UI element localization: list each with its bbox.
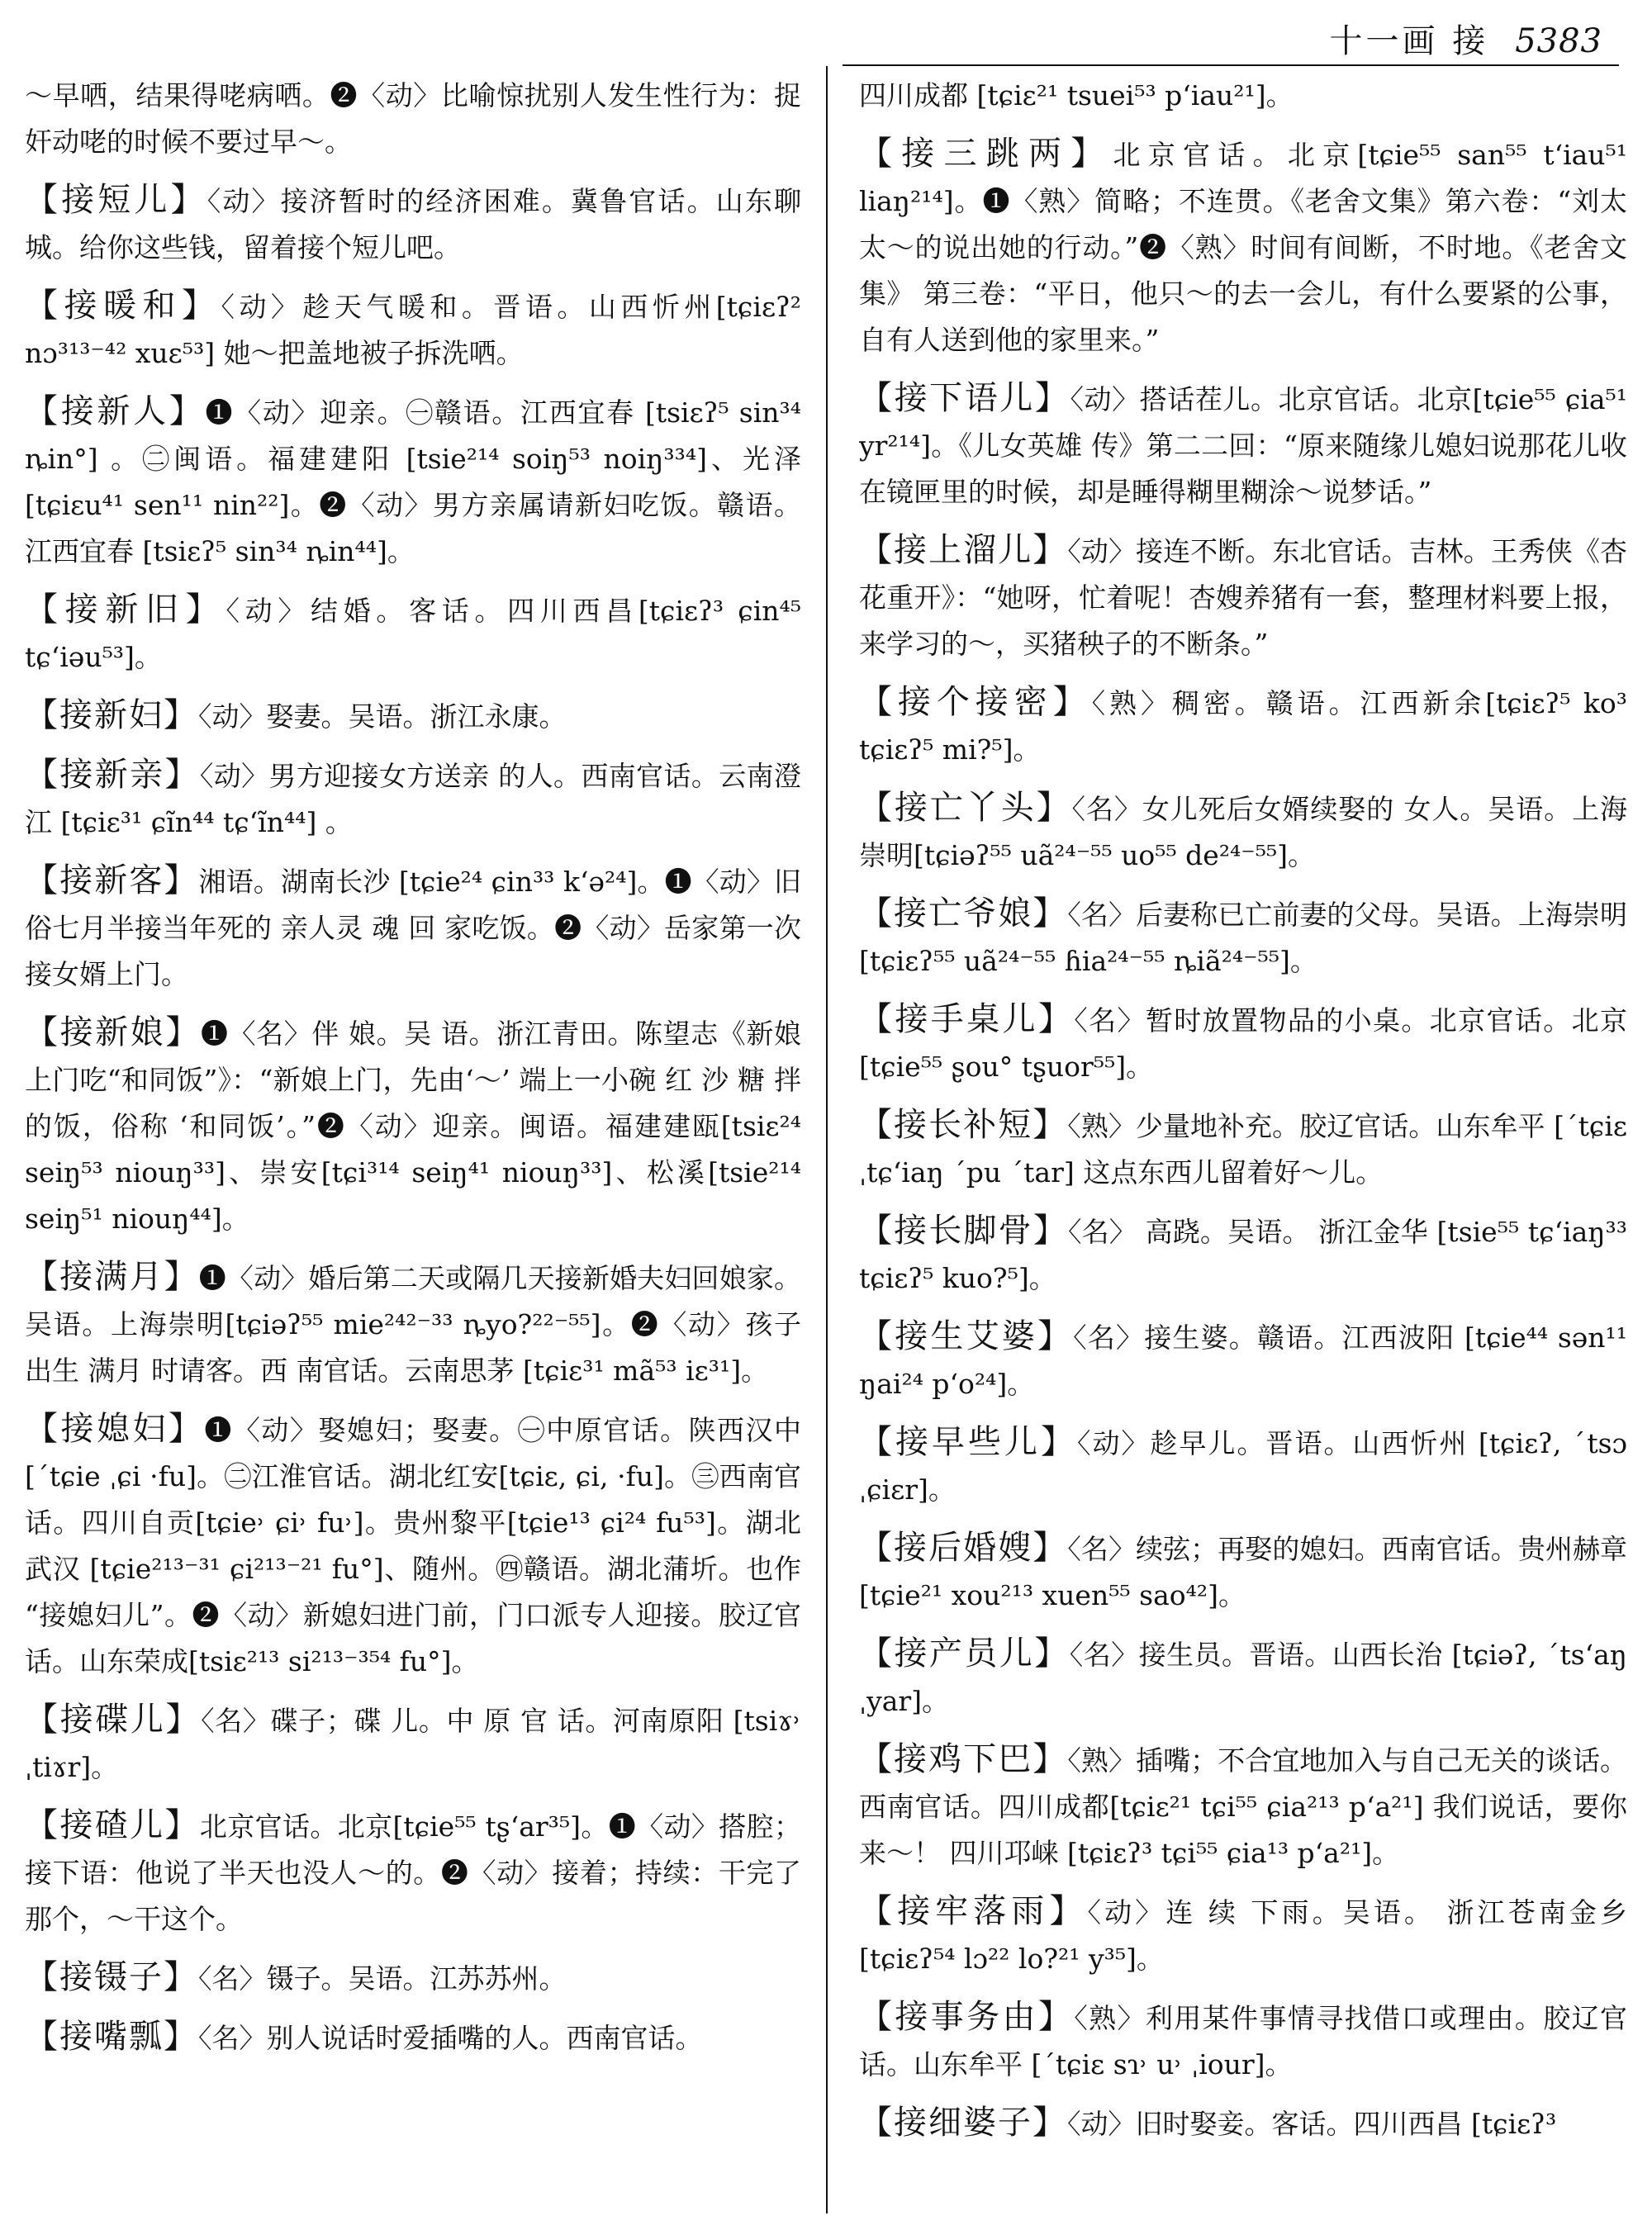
entry-definition: 〈动〉接连不断。东北官话。吉林。王秀侠《杏花重开》：“她呀，忙着呢！杏嫂养猪有一套，整理材料要上报，来学习的～，买猪秧子的不断条。” [859,535,1627,660]
entry-definition: ❶〈动〉娶媳妇；娶妻。㊀中原官话。陕西汉中[ˊtɕie ˌɕi ·fu]。㊁江淮官话。湖北红安[tɕiɛ, ɕi, ·fu]。㊂西南官话。四川自贡[tɕie˒ ɕi˒ fu˒]。贵州黎平[tɕie¹³ ɕi²⁴ fu⁵³]。湖北武汉 [tɕie²¹³⁻³¹ ɕi²¹³⁻²¹ fu°]、随州。㊃赣语。湖北蒲圻。也作 “接媳妇儿”。❷〈动〉新媳妇进门前，门口派专人迎接。胶辽官话。山东荣成[tsiɛ²¹³ si²¹³⁻³⁵⁴ fu°]。 [25,1414,801,1677]
entry-headword: 【接嘴瓢】 [25,2018,198,2056]
page-number: 5383 [1515,22,1602,60]
dictionary-entry [859,679,1627,773]
entry-definition: 〈动〉结婚。客话。四川西昌[tɕiɛʔ³ ɕin⁴⁵ tɕʻiəu⁵³]。 [25,595,801,673]
entry-definition: 〈动〉连 续 下雨。吴语。 浙江苍南金乡 [tɕiɛʔ⁵⁴ lɔ²² lo?²¹ y³⁵]。 [859,1896,1627,1975]
entry-definition: 〈动〉趁早儿。晋语。山西忻州 [tɕiɛʔ, ˊtsɔ ˌɕiɛr]。 [859,1427,1627,1506]
dictionary-entry [859,130,1627,363]
entry-definition: 〈熟〉稠密。赣语。江西新余[tɕiɛʔ⁵ ko³ tɕiɛʔ⁵ mi?⁵]。 [859,687,1627,766]
dictionary-entry [859,785,1627,879]
dictionary-entry [25,388,801,575]
dictionary-entry [25,1802,801,1943]
entry-definition: 北京官话。北京[tɕie⁵⁵ san⁵⁵ tʻiau⁵¹ liaŋ²¹⁴]。❶〈熟〉简略；不连贯。《老舍文集》第六卷：“刘太太～的说出她的行动。”❷〈熟〉时间有间断，不时地。《老舍文集》 第三卷：“平日，他只～的去一会儿，有什么要紧的公事，自有人送到他的家里来。” [859,139,1627,356]
entry-headword: 【接个接密】 [859,683,1092,721]
dictionary-entry [859,375,1627,515]
entry-definition: 〈名〉碟子；碟 儿。中 原 官 话。河南原阳 [tsiɤ˒ ˌtiɤr]。 [25,1705,801,1783]
header-rule [843,64,1619,66]
entry-definition: 〈名〉后妻称已亡前妻的父母。吴语。上海崇明[tɕiɛʔ⁵⁵ uã²⁴⁻⁵⁵ ɦia²⁴⁻⁵⁵ ȵiã²⁴⁻⁵⁵]。 [859,899,1627,977]
entry-headword: 【接产员儿】 [859,1635,1070,1672]
header-title: 十一画 接 [1329,22,1489,60]
entry-headword: 【接镊子】 [25,1958,198,1996]
entry-definition: ❶〈动〉迎亲。㊀赣语。江西宜春 [tsiɛʔ⁵ sin³⁴ ȵin°] 。㊁闽语。福建建阳 [tsie²¹⁴ soiŋ⁵³ noiŋ³³⁴]、光泽[tɕiɛu⁴¹ sen¹¹ nin²²]。❷〈动〉男方亲属请新妇吃饭。赣语。江西宜春 [tsiɛʔ⁵ sin³⁴ ȵin⁴⁴]。 [25,396,801,567]
dictionary-entry [25,1954,801,2002]
entry-definition: 〈名〉接生员。晋语。山西长治 [tɕiəʔ, ˊtsʻaŋ ˌyar]。 [859,1639,1627,1717]
dictionary-entry [859,1630,1627,1725]
entry-headword: 【接鸡下巴】 [859,1740,1068,1778]
right-column [859,73,1627,2213]
entry-headword: 【接长脚骨】 [859,1212,1068,1250]
entry-definition: 〈名〉镊子。吴语。江苏苏州。 [198,1962,567,1995]
entry-definition: 四川成都 [tɕiɛ²¹ tsuei⁵³ pʻiau²¹]。 [859,79,1294,112]
dictionary-entry [25,177,801,271]
entry-definition: 〈动〉接济暂时的经济困难。冀鲁官话。山东聊城。给你这些钱，留着接个短儿吧。 [25,185,801,263]
dictionary-entry [859,1888,1627,1982]
dictionary-entry [859,890,1627,985]
entry-headword: 【接新妇】 [25,696,198,734]
entry-headword: 【接亡丫头】 [859,789,1072,827]
entry-headword: 【接牢落雨】 [859,1892,1088,1930]
entry-headword: 【接下语儿】 [859,379,1070,417]
entry-headword: 【接后婚嫂】 [859,1529,1068,1567]
entry-definition: 湘语。湖南长沙 [tɕie²⁴ ɕin³³ kʻə²⁴]。❶〈动〉旧俗七月半接当年死的 亲人灵 魂 回 家吃饭。❷〈动〉岳家第一次接女婿上门。 [25,866,801,990]
dictionary-entry [25,1254,801,1394]
dictionary-entry [25,1009,801,1242]
dictionary-entry [25,2014,801,2062]
entry-headword: 【接新娘】 [25,1013,201,1051]
entry-headword: 【接生艾婆】 [859,1317,1074,1355]
entry-headword: 【接新人】 [25,392,206,430]
entry-headword: 【接早些儿】 [859,1423,1077,1461]
entry-definition: ❶〈名〉伴 娘。吴 语。浙江青田。陈望志《新娘上门吃“和同饭”》：“新娘上门，先由‘～’ 端上一小碗 红 沙 糖 拌的饭，俗称 ‘和同饭’。”❷〈动〉迎亲。闽语。福建建瓯[tsiɛ²⁴ seiŋ⁵³ niouŋ³³]、崇安[tɕi³¹⁴ seiŋ⁴¹ niouŋ³³]、松溪[tsie²¹⁴ seiŋ⁵¹ niouŋ⁴⁴]。 [25,1018,801,1235]
dictionary-entry [859,1994,1627,2088]
entry-definition: 〈动〉男方迎接女方送亲 的人。西南官话。云南澄江 [tɕiɛ³¹ ɕĩn⁴⁴ tɕʻĩn⁴⁴] 。 [25,760,801,838]
dictionary-entry [25,857,801,998]
entry-headword: 【接上溜儿】 [859,531,1068,569]
entry-headword: 【接长补短】 [859,1106,1068,1144]
entry-headword: 【接新客】 [25,861,199,899]
entry-definition: 〈动〉搭话茬儿。北京官话。北京[tɕie⁵⁵ ɕia⁵¹ yr²¹⁴]。《儿女英雄 传》第二二回：“原来随缘儿媳妇说那花儿收在镜匣里的时候，却是睡得糊里糊涂～说梦话。” [859,383,1627,508]
entry-definition: 〈名〉接生婆。赣语。江西波阳 [tɕie⁴⁴ sən¹¹ ŋai²⁴ pʻo²⁴]。 [859,1321,1627,1400]
entry-definition: 〈名〉暂时放置物品的小桌。北京官话。北京[tɕie⁵⁵ ʂou° tʂuor⁵⁵]。 [859,1004,1627,1083]
entry-definition: ～早哂，结果得咾病哂。❷〈动〉比喻惊扰别人发生性行为：捉奸动咾的时候不要过早～。 [25,79,801,158]
entry-headword: 【接事务由】 [859,1998,1075,2036]
entry-definition: 〈熟〉利用某件事情寻找借口或理由。胶辽官话。山东牟平 [ˊtɕiɛ sɿ˒ u˒ ˌiour]。 [859,2002,1627,2081]
entry-definition: 〈动〉旧时娶妾。客话。四川西昌 [tɕiɛʔ³ [1067,2108,1557,2140]
entry-definition: 北京官话。北京[tɕie⁵⁵ tʂʻar³⁵]。❶〈动〉搭腔；接下语：他说了半天也没人～的。❷〈动〉接着；持续：干完了那个，～干这个。 [25,1810,801,1935]
entry-definition: 〈动〉趁天气暖和。晋语。山西忻州[tɕiɛʔ² nɔ³¹³⁻⁴² xuɛ⁵³] 她～把盖地被子拆洗哂。 [25,291,801,369]
entry-headword: 【接短儿】 [25,181,207,219]
entry-definition: 〈熟〉插嘴；不合宜地加入与自己无关的谈话。西南官话。四川成都[tɕiɛ²¹ tɕi⁵⁵ ɕia²¹³ pʻa²¹] 我们说话，要你来～！ 四川邛崃 [tɕiɛʔ³ tɕi⁵⁵ ɕia¹³ pʻa²¹]。 [859,1744,1627,1869]
dictionary-entry [25,282,801,377]
dictionary-entry [25,73,801,165]
entry-headword: 【接三跳两】 [859,135,1113,173]
entry-headword: 【接新亲】 [25,756,200,794]
dictionary-entry [859,1208,1627,1302]
entry-definition: 〈熟〉少量地补充。胶辽官话。山东牟平 [ˊtɕiɛ ˌtɕʻiaŋ ˊpu ˊtar] 这点东西儿留着好～儿。 [859,1110,1627,1189]
entry-headword: 【接新旧】 [25,591,226,629]
dictionary-entry [859,2100,1627,2147]
entry-headword: 【接碟儿】 [25,1701,202,1739]
entry-headword: 【接碴儿】 [25,1806,200,1844]
entry-headword: 【接亡爷娘】 [859,894,1068,932]
column-divider [826,66,828,2213]
entry-headword: 【接暖和】 [25,287,221,325]
dictionary-entry [859,527,1627,667]
entry-definition: ❶〈动〉婚后第二天或隔几天接新婚夫妇回娘家。吴语。上海崇明[tɕiəʔ⁵⁵ mie²⁴²⁻³³ ȵyo?²²⁻⁵⁵]。❷〈动〉孩子 出生 满月 时请客。西 南官话。云南思茅 [tɕiɛ³¹ mã⁵³ iɛ³¹]。 [25,1262,801,1387]
dictionary-entry [859,1736,1627,1877]
dictionary-entry [25,1406,801,1685]
dictionary-entry [859,996,1627,1090]
entry-definition: 〈动〉娶妻。吴语。浙江永康。 [198,700,567,733]
dictionary-entry [25,752,801,846]
dictionary-entry [25,586,801,681]
dictionary-entry [859,1313,1627,1407]
dictionary-entry [859,73,1627,119]
entry-headword: 【接手桌儿】 [859,1000,1075,1038]
dictionary-entry [859,1102,1627,1196]
left-column [25,73,801,2213]
entry-definition: 〈名〉女儿死后女婿续娶的 女人。吴语。上海崇明[tɕiəʔ⁵⁵ uã²⁴⁻⁵⁵ uo⁵⁵ de²⁴⁻⁵⁵]。 [859,793,1627,871]
entry-definition: 〈名〉别人说话时爱插嘴的人。西南官话。 [198,2022,703,2054]
dictionary-entry [25,1696,801,1791]
entry-definition: 〈名〉 高跷。吴语。 浙江金华 [tsie⁵⁵ tɕʻiaŋ³³ tɕiɛʔ⁵ kuo?⁵]。 [859,1216,1627,1294]
entry-headword: 【接满月】 [25,1258,199,1296]
entry-definition: 〈名〉续弦；再娶的媳妇。西南官话。贵州赫章[tɕie²¹ xou²¹³ xuen⁵⁵ sao⁴²]。 [859,1533,1627,1611]
entry-headword: 【接细婆子】 [859,2104,1067,2142]
entry-headword: 【接媳妇】 [25,1410,205,1448]
running-header [1329,15,1602,62]
dictionary-entry [859,1419,1627,1513]
dictionary-entry [859,1525,1627,1619]
dictionary-entry [25,692,801,740]
